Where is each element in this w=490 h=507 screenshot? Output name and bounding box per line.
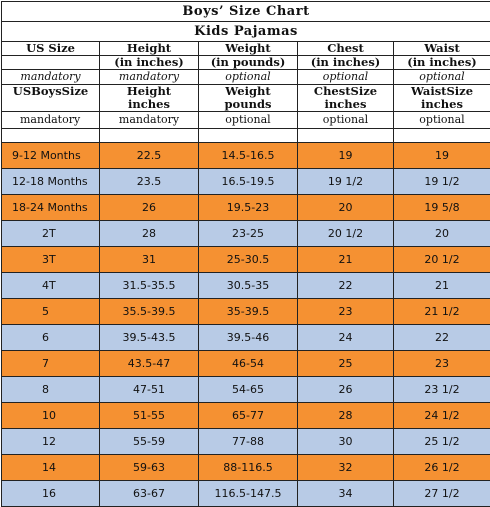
header-unit-size bbox=[2, 56, 100, 69]
table-row bbox=[2, 403, 490, 429]
cell-chest: 20 bbox=[298, 195, 394, 220]
header-row-requirement bbox=[2, 69, 490, 85]
table-row bbox=[2, 221, 490, 247]
cell-waist: 21 1/2 bbox=[424, 305, 460, 318]
cell-weight: 25-30.5 bbox=[199, 247, 298, 272]
cell-weight: 77-88 bbox=[199, 429, 298, 454]
header-field-height: Height bbox=[100, 85, 199, 98]
cell-height: 51-55 bbox=[100, 403, 199, 428]
cell-us-size: 18-24 Months bbox=[2, 195, 100, 220]
table-row bbox=[2, 299, 490, 325]
cell-us-size: 14 bbox=[2, 455, 100, 480]
cell-us-size: 10 bbox=[2, 403, 100, 428]
cell-weight: 30.5-35 bbox=[199, 273, 298, 298]
cell-chest: 19 bbox=[298, 143, 394, 168]
cell-us-size: 7 bbox=[2, 351, 100, 376]
cell-chest: 24 bbox=[298, 325, 394, 350]
cell-chest: 34 bbox=[298, 481, 394, 506]
cell-chest: 22 bbox=[298, 273, 394, 298]
chart-title: Boys’ Size Chart bbox=[2, 2, 490, 22]
header-unit-chest: (in inches) bbox=[298, 56, 394, 69]
cell-waist: 19 5/8 bbox=[424, 201, 460, 214]
header-req2-waist: optional bbox=[419, 113, 465, 126]
size-chart-table bbox=[1, 1, 490, 507]
table-row bbox=[2, 455, 490, 481]
table-row bbox=[2, 195, 490, 221]
cell-weight: 46-54 bbox=[199, 351, 298, 376]
cell-height: 39.5-43.5 bbox=[100, 325, 199, 350]
cell-us-size: 3T bbox=[2, 247, 100, 272]
cell-chest: 23 bbox=[298, 299, 394, 324]
table-row bbox=[2, 169, 490, 195]
cell-waist: 20 bbox=[435, 227, 449, 240]
cell-height: 23.5 bbox=[100, 169, 199, 194]
table-row bbox=[2, 273, 490, 299]
cell-chest: 19 1/2 bbox=[298, 169, 394, 194]
cell-weight: 116.5-147.5 bbox=[199, 481, 298, 506]
table-row bbox=[2, 351, 490, 377]
cell-weight: 16.5-19.5 bbox=[199, 169, 298, 194]
size-rows bbox=[2, 143, 490, 507]
header-req2-height: mandatory bbox=[100, 112, 199, 128]
cell-chest: 20 1/2 bbox=[298, 221, 394, 246]
header-req2-chest: optional bbox=[298, 112, 394, 128]
header-weight: Weight bbox=[199, 42, 298, 55]
cell-waist: 23 1/2 bbox=[424, 383, 460, 396]
header-row-units bbox=[2, 56, 490, 69]
cell-chest: 21 bbox=[298, 247, 394, 272]
cell-height: 31.5-35.5 bbox=[100, 273, 199, 298]
cell-us-size: 12 bbox=[2, 429, 100, 454]
header-fieldunit-height: inches bbox=[100, 98, 199, 111]
cell-waist: 24 1/2 bbox=[424, 409, 460, 422]
cell-us-size: 16 bbox=[2, 481, 100, 506]
header-req-weight: optional bbox=[199, 70, 298, 84]
header-chest: Chest bbox=[298, 42, 394, 55]
cell-height: 59-63 bbox=[100, 455, 199, 480]
cell-height: 28 bbox=[100, 221, 199, 246]
cell-waist: 19 bbox=[435, 149, 449, 162]
header-fieldunit-chest: inches bbox=[298, 98, 394, 111]
header-row-requirement-2 bbox=[2, 111, 490, 129]
table-row bbox=[2, 429, 490, 455]
cell-us-size: 5 bbox=[2, 299, 100, 324]
table-row bbox=[2, 143, 490, 169]
table-row bbox=[2, 325, 490, 351]
cell-weight: 39.5-46 bbox=[199, 325, 298, 350]
header-req-chest: optional bbox=[298, 70, 394, 84]
cell-weight: 23-25 bbox=[199, 221, 298, 246]
header-field-size: USBoysSize bbox=[2, 85, 100, 98]
header-waist: Waist bbox=[424, 41, 460, 55]
cell-waist: 20 1/2 bbox=[424, 253, 460, 266]
cell-us-size: 8 bbox=[2, 377, 100, 402]
cell-weight: 19.5-23 bbox=[199, 195, 298, 220]
cell-us-size: 6 bbox=[2, 325, 100, 350]
header-field-waist: WaistSize bbox=[410, 84, 474, 98]
header-unit-weight: (in pounds) bbox=[199, 56, 298, 69]
header-req-height: mandatory bbox=[100, 70, 199, 84]
table-row bbox=[2, 247, 490, 273]
cell-chest: 30 bbox=[298, 429, 394, 454]
table-row bbox=[2, 481, 490, 507]
header-spacer-row bbox=[2, 129, 490, 143]
header-height: Height bbox=[100, 42, 199, 55]
cell-height: 63-67 bbox=[100, 481, 199, 506]
cell-chest: 25 bbox=[298, 351, 394, 376]
cell-weight: 54-65 bbox=[199, 377, 298, 402]
cell-weight: 65-77 bbox=[199, 403, 298, 428]
header-fieldunit-size bbox=[2, 98, 100, 111]
cell-waist: 19 1/2 bbox=[424, 175, 460, 188]
cell-waist: 23 bbox=[435, 357, 449, 370]
header-field-weight: Weight bbox=[199, 85, 298, 98]
cell-height: 22.5 bbox=[100, 143, 199, 168]
cell-height: 26 bbox=[100, 195, 199, 220]
cell-height: 31 bbox=[100, 247, 199, 272]
cell-weight: 88-116.5 bbox=[199, 455, 298, 480]
cell-height: 47-51 bbox=[100, 377, 199, 402]
cell-us-size: 12-18 Months bbox=[2, 169, 100, 194]
cell-waist: 22 bbox=[435, 331, 449, 344]
chart-subtitle: Kids Pajamas bbox=[2, 22, 490, 42]
cell-weight: 14.5-16.5 bbox=[199, 143, 298, 168]
cell-chest: 26 bbox=[298, 377, 394, 402]
header-req2-size: mandatory bbox=[2, 112, 100, 128]
header-fieldunit-weight: pounds bbox=[199, 98, 298, 111]
cell-height: 55-59 bbox=[100, 429, 199, 454]
header-unit-waist: (in inches) bbox=[407, 55, 477, 69]
header-unit-height: (in inches) bbox=[100, 56, 199, 69]
header-req-waist: optional bbox=[419, 70, 465, 83]
cell-waist: 25 1/2 bbox=[424, 435, 460, 448]
header-row-labels bbox=[2, 42, 490, 56]
cell-weight: 35-39.5 bbox=[199, 299, 298, 324]
header-fieldunit-waist: inches bbox=[421, 97, 463, 111]
cell-height: 35.5-39.5 bbox=[100, 299, 199, 324]
cell-height: 43.5-47 bbox=[100, 351, 199, 376]
table-row bbox=[2, 377, 490, 403]
cell-chest: 28 bbox=[298, 403, 394, 428]
header-req-size: mandatory bbox=[2, 70, 100, 84]
cell-waist: 26 1/2 bbox=[424, 461, 460, 474]
header-req2-weight: optional bbox=[199, 112, 298, 128]
cell-chest: 32 bbox=[298, 455, 394, 480]
cell-us-size: 2T bbox=[2, 221, 100, 246]
header-us-size: US Size bbox=[2, 42, 100, 55]
header-row-fieldunits bbox=[2, 98, 490, 111]
cell-us-size: 4T bbox=[2, 273, 100, 298]
cell-us-size: 9-12 Months bbox=[2, 143, 100, 168]
header-field-chest: ChestSize bbox=[298, 85, 394, 98]
cell-waist: 21 bbox=[435, 279, 449, 292]
cell-waist: 27 1/2 bbox=[424, 487, 460, 500]
